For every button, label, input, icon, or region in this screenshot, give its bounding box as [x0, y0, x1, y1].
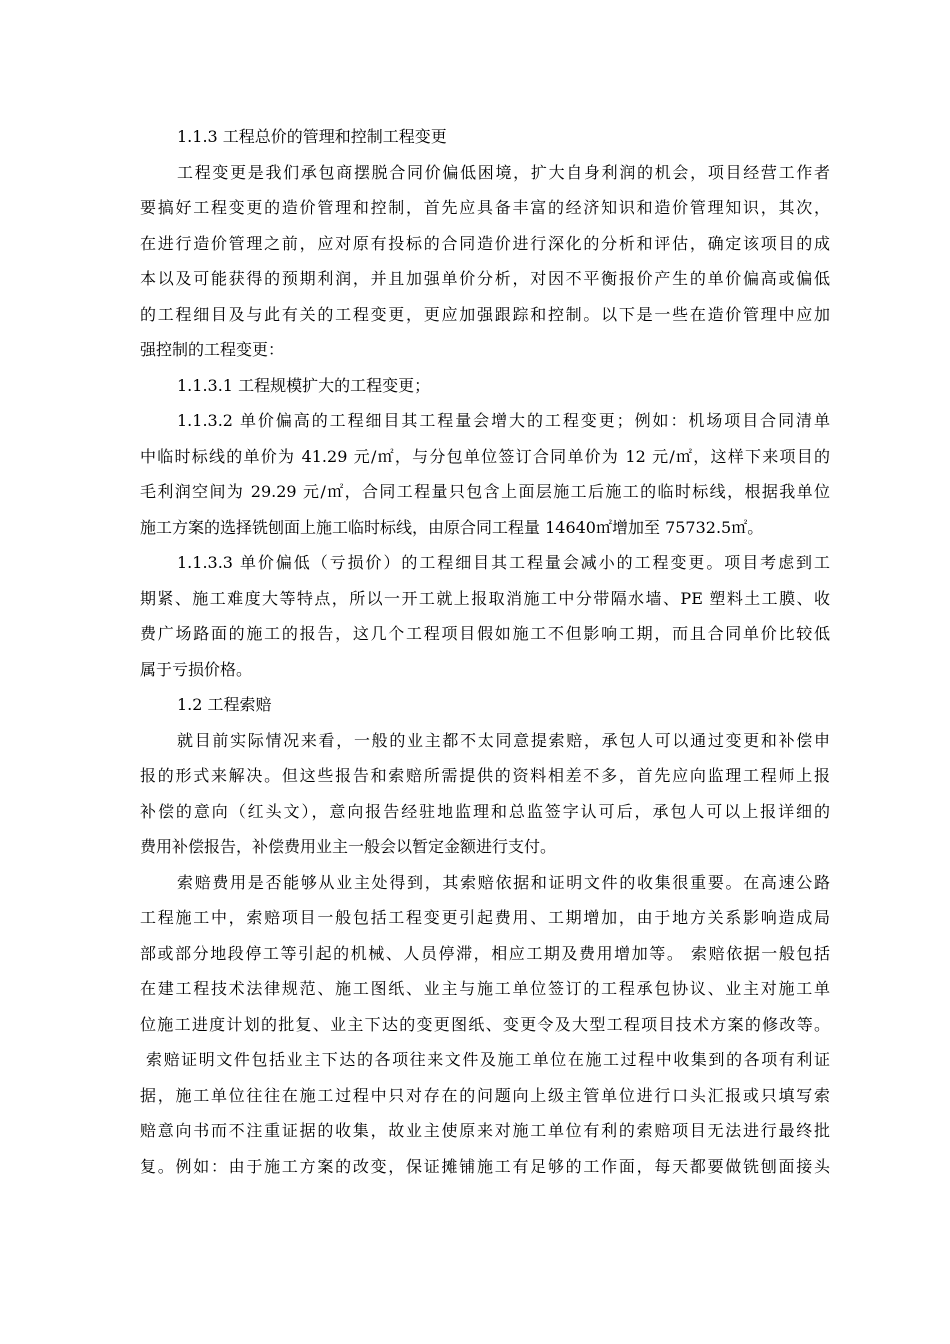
text-line: 据，施工单位往往在施工过程中只对存在的问题向上级主管单位进行口头汇报或只填写索: [140, 1085, 830, 1105]
text-line: 1.1.3.1 工程规模扩大的工程变更；: [177, 375, 431, 395]
text-line: 位施工进度计划的批复、业主下达的变更图纸、变更令及大型工程项目技术方案的修改等。: [140, 1014, 830, 1034]
document-body: [140, 119, 830, 1184]
text-line: 1.1.3.2 单价偏高的工程细目其工程量会增大的工程变更；例如：机场项目合同清单: [177, 411, 830, 430]
text-line: 索赔费用是否能够从业主处得到，其索赔依据和证明文件的收集很重要。在高速公路: [177, 872, 830, 892]
text-line: 工程变更是我们承包商摆脱合同价偏低困境，扩大自身利润的机会，项目经营工作者: [177, 162, 830, 182]
text-line: 毛利润空间为 29.29 元/㎡，合同工程量只包含上面层施工后施工的临时标线，根据我单位: [140, 482, 830, 501]
text-line: 强控制的工程变更：: [140, 340, 285, 359]
text-line: 属于亏损价格。: [140, 659, 253, 679]
text-line: 赔意向书而不注重证据的收集，故业主使原来对施工单位有利的索赔项目无法进行最终批: [140, 1121, 830, 1140]
text-line: 补偿的意向（红头文），意向报告经驻地监理和总监签字认可后，承包人可以上报详细的: [140, 801, 830, 821]
text-line: 1.1.3 工程总价的管理和控制工程变更: [177, 127, 447, 146]
text-line: 1.1.3.3 单价偏低（亏损价）的工程细目其工程量会减小的工程变更。项目考虑到工: [177, 553, 830, 572]
text-line: 期紧、施工难度大等特点，所以一开工就上报取消施工中分带隔水墙、PE 塑料土工膜、收: [140, 588, 830, 608]
text-line: 索赔证明文件包括业主下达的各项往来文件及施工单位在施工过程中收集到的各项有利证: [146, 1050, 830, 1069]
text-line: 要搞好工程变更的造价管理和控制，首先应具备丰富的经济知识和造价管理知识，其次，: [140, 198, 830, 217]
text-line: 费广场路面的施工的报告，这几个工程项目假如施工不但影响工期，而且合同单价比较低: [140, 624, 830, 643]
text-line: 施工方案的选择铣刨面上施工临时标线，由原合同工程量 14640㎡增加至 75732.5㎡。: [140, 517, 764, 537]
text-line: 工程施工中，索赔项目一般包括工程变更引起费用、工期增加，由于地方关系影响造成局: [140, 908, 830, 927]
text-line: 报的形式来解决。但这些报告和索赔所需提供的资料相差不多，首先应向监理工程师上报: [140, 766, 830, 785]
text-line: 费用补偿报告，补偿费用业主一般会以暂定金额进行支付。: [140, 837, 557, 856]
text-line: 就目前实际情况来看，一般的业主都不太同意提索赔，承包人可以通过变更和补偿申: [177, 730, 830, 750]
text-line: 本以及可能获得的预期利润，并且加强单价分析，对因不平衡报价产生的单价偏高或偏低: [140, 269, 830, 288]
text-line: 中临时标线的单价为 41.29 元/㎡，与分包单位签订合同单价为 12 元/㎡，这样下来项目的: [140, 446, 830, 466]
text-line: 部或部分地段停工等引起的机械、人员停滞，相应工期及费用增加等。 索赔依据一般包括: [140, 943, 830, 963]
text-line: 在进行造价管理之前，应对原有投标的合同造价进行深化的分析和评估，确定该项目的成: [140, 233, 830, 253]
text-line: 的工程细目及与此有关的工程变更，更应加强跟踪和控制。以下是一些在造价管理中应加: [140, 304, 830, 324]
text-line: 1.2 工程索赔: [177, 695, 272, 714]
text-line: 复。例如：由于施工方案的改变，保证摊铺施工有足够的工作面，每天都要做铣刨面接头: [140, 1156, 830, 1176]
text-line: 在建工程技术法律规范、施工图纸、业主与施工单位签订的工程承包协议、业主对施工单: [140, 979, 830, 998]
